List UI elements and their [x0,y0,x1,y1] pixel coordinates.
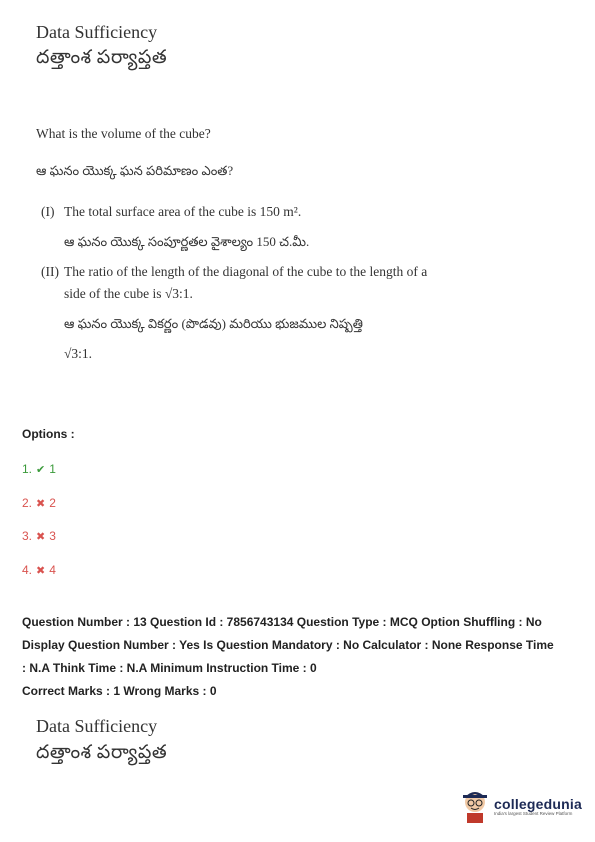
option-2-number: 2. [22,496,33,510]
statement-2-telugu: ఆ ఘనం యొక్క వికర్ణం (పొడవు) మరియు భుజముల నిష్పత్తి [64,316,363,331]
question-text: What is the volume of the cube? [36,126,211,141]
statement-2-number: (II) [41,264,59,279]
option-3[interactable] [22,529,56,543]
question-text-telugu: ఆ ఘనం యొక్క ఘన పరిమాణం ఎంత? [36,163,234,178]
cross-icon: ✖ [36,564,46,577]
statement-2-text-line1: The ratio of the length of the diagonal of the cube to the length of a [64,264,428,279]
cross-icon: ✖ [36,497,46,510]
option-1-value: 1 [49,462,56,476]
option-3-number: 3. [22,529,33,543]
check-icon: ✔ [36,463,46,476]
options-label: Options : [22,427,75,441]
cross-icon: ✖ [36,530,46,543]
metadata-line-4: Correct Marks : 1 Wrong Marks : 0 [22,684,217,698]
mascot-icon [460,788,490,824]
statement-2-telugu-line2: √3:1. [64,346,93,361]
section-title-telugu: దత్తాంశ పర్యాప్తత [36,47,168,68]
next-section-title-telugu: దత్తాంశ పర్యాప్తత [36,742,168,763]
logo-name: collegedunia [494,796,582,812]
next-section-title: Data Sufficiency [36,716,158,736]
logo-tagline: India's largest Student Review Platform [494,811,573,816]
metadata-line-2: Display Question Number : Yes Is Question Mandatory : No Calculator : None Response Time [22,638,554,652]
option-2[interactable] [22,496,56,510]
option-4[interactable] [22,563,56,577]
statement-2-text-line2: side of the cube is √3:1. [64,286,193,301]
option-1[interactable] [22,462,56,476]
option-4-value: 4 [49,563,56,577]
option-3-value: 3 [49,529,56,543]
metadata-line-1: Question Number : 13 Question Id : 7856743134 Question Type : MCQ Option Shuffling : No [22,615,542,629]
option-4-number: 4. [22,563,33,577]
section-title: Data Sufficiency [36,22,158,42]
question-metadata [22,611,582,703]
metadata-line-3: : N.A Think Time : N.A Minimum Instruction Time : 0 [22,661,317,675]
statement-1-number: (I) [41,204,55,219]
statement-1-telugu: ఆ ఘనం యొక్క సంపూర్ణతల వైశాల్యం 150 చ.మీ. [64,234,310,249]
option-1-number: 1. [22,462,33,476]
option-2-value: 2 [49,496,56,510]
statement-1-text: The total surface area of the cube is 150 m². [64,204,302,219]
collegedunia-logo [460,788,582,824]
